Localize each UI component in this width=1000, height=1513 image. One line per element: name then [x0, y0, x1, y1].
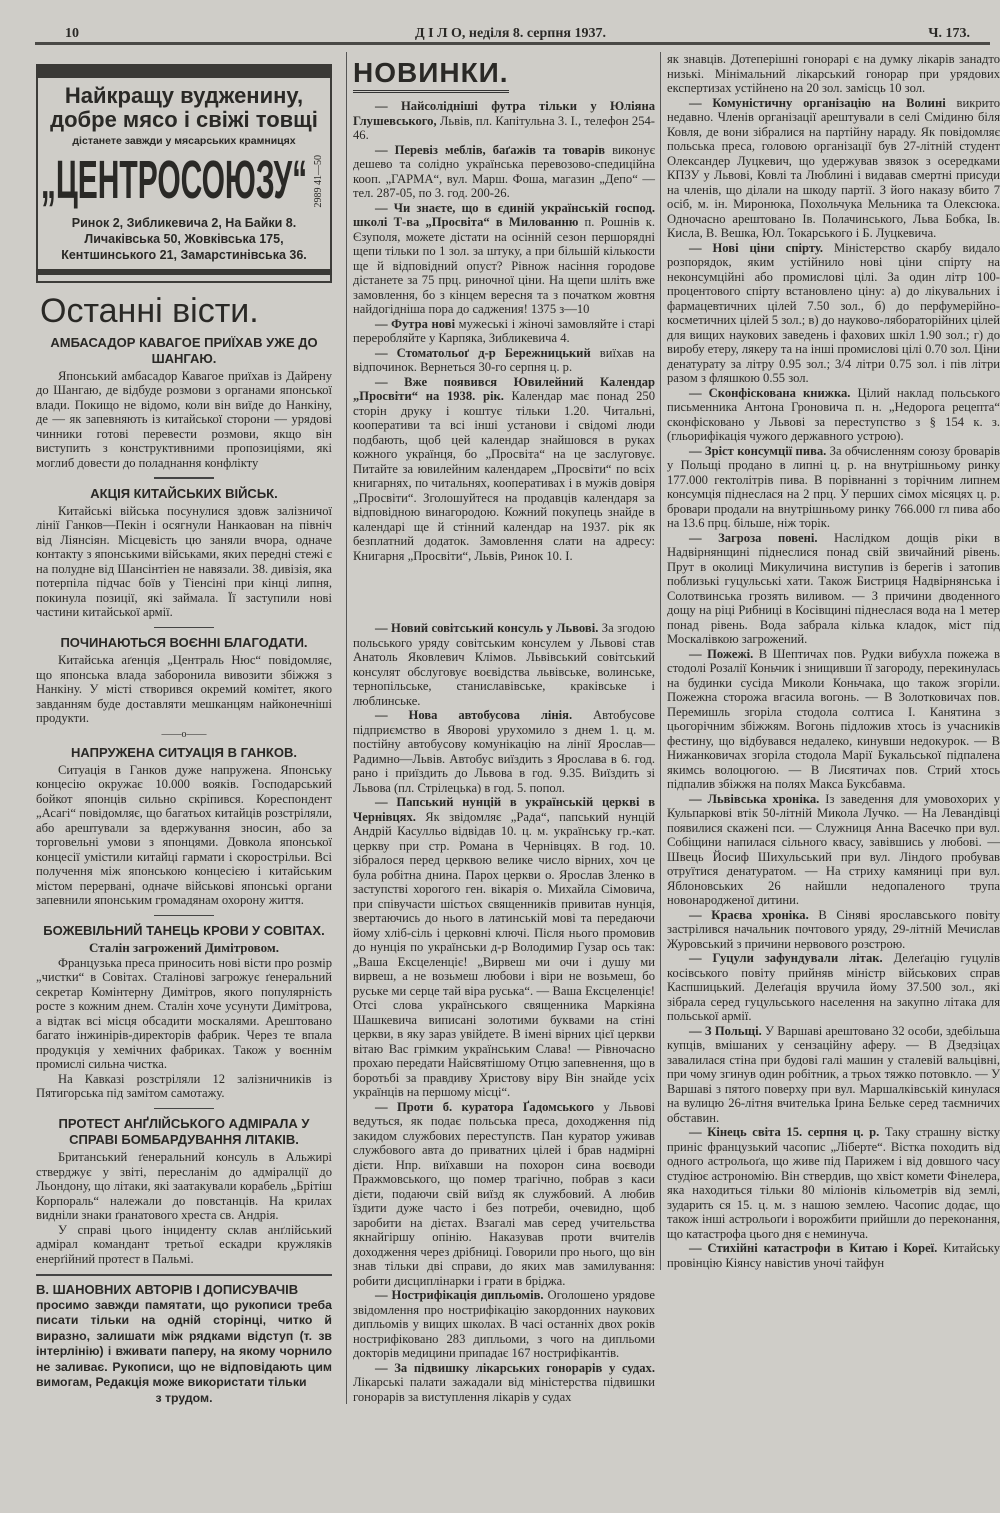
news-item [667, 647, 1000, 792]
news-item-text: викрито недавно. Членів організації арештували в селі Смідиню біля Ковля, де вони зібралися на партійну нараду. Як повідомляє польська преса, головою організації був 27-літній студент Олександер Луцкевич, що удержував звязок з осередками КПЗУ у Львові, Ковлі та Люблині і видавав смертні присуди на членів, що ділали на шкоду партії. З його наказу вбито 7 осіб, м. ін. Миронюка, Похольчука Мельника та Олексюка. Одночасно арештовано Ів. Полачинського, Льва Бобка, Ів. Кисла, В. Вешка, Юл. Токарського і Б. Луцкевича. [667, 95, 1000, 240]
ad-address-3: Кентшинського 21, Замарстинівська 36. [61, 247, 307, 262]
article-heading: ПРОТЕСТ АНҐЛІЙСЬКОГО АДМІРАЛА У СПРАВІ БОМБАРДУВАННЯ ЛІТАКІВ. [58, 1116, 310, 1147]
section-title-latest-news: Останні вісти. [40, 291, 259, 330]
news-item-text: Міністерство скарбу видало розпорядок, яким устійнило нові ціни спірту на неконсумційні або промислові цілі. За один літр 100-процентового спірту встановлено ціну: а) до лікувальних і фармацевтичних цілей 7.50 зол., б) до перфумерійно-косметичних цілей 5 зол.; в) до науково-лябораторійних цілей для вищих наукових заведень і фахових шкіл 1.90 зол.; г) до виробу етеру, лякеру та на інші промислові цілі 0.70 зол. Ціни денатурату за літру 0.95 зол.; 3/4 літри 0.75 зол. і пів літри разом з фляшкою 0.55 зол. [667, 240, 1000, 385]
news-item-lead: — Вже появився Ювилейний Календар „Просвіти“ на 1938. рік. [353, 374, 655, 403]
news-list [353, 99, 655, 1404]
news-item [667, 386, 1000, 444]
article-heading: АМБАСАДОР КАВАГОЕ ПРИЇХАВ УЖЕ ДО ШАНГАЮ. [50, 334, 318, 366]
news-item-lead: — З Польщі. [689, 1023, 762, 1038]
news-item-text: Таку страшну вістку приніс французький часопис „Ліберте“. Вістка походить від одного астрольоґа, що живе під Парижем і від довшого часу студіює астрономію. Він ствердив, що хвіст комети Фінелера, яка находиться тільки 80 міліонів кільометрів від землі, зударить ся 15. ц. м. з нашою землею. Часопис додає, що також інші астрольоґи і ворожбити прийшли до переконання, що катастрофа цього дня є неминуча. [667, 1125, 1000, 1241]
article-body: Британський ґенеральний консуль в Альжирі стверджує у звіті, пересланім до адміралції до Льондону, що літаки, які заатакували корабель „Брітіш Корпораль“ належали до повстанців. На крилах видніли знаки ґранатового хреста св. Андрія. [36, 1150, 332, 1222]
ad-headline-2: добре мясо і свіжі товщі [50, 107, 318, 132]
article-body: У справі цього інциденту склав анґлійський адмірал командант третьої ескадри кружляків енерґійний протест в Пальмі. [36, 1222, 332, 1266]
article-body: На Кавказі розстріляли 12 залізничників із Пятигорська під замітом самотажу. [36, 1071, 332, 1100]
news-item [353, 708, 655, 795]
article-heading: НАПРУЖЕНА СИТУАЦІЯ В ГАНКОВ. [71, 744, 297, 760]
column-2 [346, 52, 655, 1404]
news-item-text: Цілий наклад польського письменника Антона Гроновича п. н. „Недорога рецепта“ сконфісковано у Львові за переступство з § 154 к. з. (гльорифікація чужого державного устрою). [667, 385, 1000, 443]
separator-rule [36, 1274, 332, 1276]
news-item [667, 951, 1000, 1024]
news-item-lead: — Краєва хроніка. [689, 907, 809, 922]
news-item [353, 317, 655, 346]
blank-space [353, 563, 655, 621]
masthead-date: Д І Л О, неділя 8. серпня 1937. [415, 26, 606, 41]
notice-end: з трудом. [155, 1390, 213, 1405]
news-item-text: п. Рошнів к. Єзуполя, можете дістати на осінній сезон першорядні щепи тільки по 1 зол. за штуку, а при більшій кількости ще й відповідний опуст? Рівнож насіння городове дістанете за 75 прц. риночної ціни. На щепи шліть вже замовлення, бо з кінцем вересня та з початком жовтня найдогідніша пора до саджения! 1375 з—10 [353, 215, 655, 316]
news-item [353, 346, 655, 375]
news-item-lead: — Стоматольоґ д-р Бережницький [375, 345, 591, 360]
article-heading: ПОЧИНАЮТЬСЯ ВОЄННІ БЛАГОДАТИ. [60, 635, 308, 650]
news-list [667, 96, 1000, 1271]
news-item-text: Із заведення для умовохорих у Кульпаркові втік 50-літній Микола Лучко. — На Левандівці появилися скажені пси. — Служниця Анна Васечко при вул. Собіщини напилася сільного квасу, завівшись у любові. — Швець Йосиф Шихульський при вул. Ліндого пробував отруїтися денатуратом. — На стриху камяниці при вул. Яблоновських 26 найшли недопаленого трупа новонародженої дитини. [667, 791, 1000, 907]
ad-subline: дістанете завжди у мясарських крамницях [72, 135, 296, 147]
article-body: Японський амбасадор Кавагое приїхав із Дайрену до Шангаю, де відбуде розмови з органами японської влади. Покищо не відомо, коли він виїде до Нанкіну, де — як запевняють із китайської сторони — урядові чинники готові перевести розмови, якщо він виступить з конструктивними пропозиціями, які моглиб довести до поладнання конфлікту [36, 368, 332, 470]
news-item-lead: — Новий совітський консуль у Львові. [375, 621, 599, 635]
news-item-lead: — Нострифікація дипльомів. [375, 1288, 544, 1302]
news-item [353, 201, 655, 317]
advertisement-centrosoyuz [36, 64, 332, 283]
notice-body: просимо завжди памятати, що рукописи треба писати тільки на одній сторінці, читко й виразно, залишати між рядками відступ (т. зв інтерлінію) і вживати паперу, на якому чорнило не заливає. Рукописи, що не відповідають цим вимогам, Редакція може використати тільки [36, 1297, 332, 1389]
news-item-lead: — Стихійні катастрофи в Китаю і Кореї. [689, 1241, 938, 1255]
news-item [667, 1024, 1000, 1126]
header-rule [35, 42, 990, 45]
news-item-lead: — Пожежі. [689, 646, 754, 661]
news-item-text: мужеські і жіночі замовляйте і старі переробляйте у Карпяка, Зибликевича 4. [353, 316, 656, 345]
notice-to-authors [36, 1282, 332, 1406]
news-item-text: У Варшаві арештовано 32 особи, здебільша купців, вмішаних у сензаційну аферу. — В Дзедзіцах завалилася стіна при будові галі машин у сталевій вальцівні, при чому згинув один робітник, а трьох тяжко потовкло. — У Варшаві з пятого поверху при вул. Маршалківській кинулася на вулицю 26-літня вчителька Ірина Бельке серед таємничих обставин. [667, 1023, 1000, 1125]
news-item-text: Делеґацію гуцулів косівського повіту прийняв міністр військових справ Каспшицький. Делеґація вручила йому 37.500 зол., які зібрала серед гуцульського населення на закупно літака для польської армії. [667, 951, 1000, 1023]
news-item [667, 1241, 1000, 1270]
news-item-lead: — Перевіз меблів, баґажів та товарів [375, 142, 606, 157]
news-item [353, 1361, 655, 1405]
news-item-lead: — Гуцули зафундували літак. [689, 951, 883, 965]
news-item-lead: — Львівська хроніка. [689, 791, 820, 806]
news-item [667, 908, 1000, 952]
separator [154, 915, 214, 917]
news-item-text: виїхав на відпочинок. Вернеться 30-го серпня ц. р. [353, 345, 655, 374]
news-item [667, 241, 1000, 386]
news-item [667, 531, 1000, 647]
news-item-text: За згодою польського уряду совітським консулем у Львові став Анатоль Яковлевич Клімов. Львівський совітський консулят обслуговує воєвідства львівське, волинське, тернопільське, станиславівське, краківське і люблинське. [353, 621, 655, 708]
news-item [353, 375, 655, 564]
separator-ornament: ——о—— [161, 728, 207, 740]
news-item-lead: — Комуністичну організацію на Волині [689, 95, 946, 110]
ad-bottom-bar [36, 269, 332, 275]
news-item [353, 621, 655, 708]
news-item-text: Наслідком дощів ріки в Надвірнянщині піднеслися понад свій звичайний рівень. Прут в околиці Микуличина виступив із берегів і затопив поблизькі гуцульські хати. Також Бистриця Надвірнянська і Солотвинська грозять виливом. — З причини дводенного дощу на ріці Рибниці в Косівщині піднеслася вода на 1 метер понад рівень. Вода забрала кілька кладок, міст під Москалівкою загрожений. [667, 530, 1000, 646]
news-item-text: Оголошено урядове звідомлення про нострифікацію закордонних наукових дипльомів у вищих школах. В часі останніх двох років нострифіковано 283 дипльоми, з чого на дипльоми докторів медицини припадає 167 нострифікантів. [353, 1288, 655, 1360]
column-1 [36, 52, 332, 1406]
news-item [353, 1288, 655, 1361]
ad-address-1: Ринок 2, Зибликевича 2, На Байки 8. [71, 215, 297, 230]
news-item-lead: — Проти б. куратора Ґадомського [375, 1099, 595, 1114]
news-item-text: Календар має понад 250 сторін друку і коштує тільки 1.20. Читальні, кооперативи та всі інші установи і свідомі люди подбають, щоб цей календар знайшовся в руках кожного українця, бо „Просвіта“ на це заслуговує. Питайте за ювилейним календарем „Просвіти“ по всіх книгарнях, по читальнях, кооперативах і в мужів довіря „Просвіти“. Зголошуйтеся на продавців календаря за відповідною винагородою. Кожний покупець знайде в календарі ще й стінний календар на 1937. рік як безплатний додаток. Замовлення слати на адресу: Книгарня „Просвіти“, Львів, Ринок 10. І. [353, 389, 655, 563]
news-item [353, 143, 655, 201]
article-body: Китайська аґенція „Централь Нюс“ повідомляє, що японська влада заборонила вивозити збіжжя з Нанкіну. У місті створився окремий комітет, якого завданням буде доставляти мешканцям найконечніші продукти. [36, 653, 332, 725]
news-item-lead: — Нові ціни спірту. [689, 240, 824, 255]
separator [154, 477, 214, 479]
separator [154, 1108, 214, 1110]
news-item [353, 1100, 655, 1289]
article-body: Ситуація в Ганков дуже напружена. Японську концесію окружає 10.000 вояків. Господарський бойкот японців сильно скріпився. Кореспондент „Асагі“ повідомляє, що багатьох китайців розстріляли, або арештували за вдержування зносин, або за торговельні умови з японцями. Довкола японської концесії умістили китайці гармати і скорострільи. Всі получення між японською концесією і китайським містом перервані, одначе військові японські органи запевнили японським громадянам охорону життя. [36, 762, 332, 907]
news-item-lead: — Чи знаєте, що в єдиній українській господ. школі Т-ва „Просвіта“ в Милованню [353, 200, 655, 229]
news-item-text: В Шептичах пов. Рудки вибухла пожежа в стодолі Розалії Коньчик і знищивши її загороду, перекинулась на будинки сусіда Миколи Коньчака, що також згоріли. Пожежна сторожа вгасила вогонь. — В Золотковичах пов. Перемишль згоріла стодола солтиса І. Канятина з цьогорічним збіжжям. Вогонь підложив хтось із учасників фестину, що відбувався недалеко, кинувши недокурок. — В Нижанковичах згоріла стодола Марії Букальської підпалена якимсь волоцюгою. — В Лисятичах пов. Стрий хтось підпалив збіжжя на полях Макса Буксбавма. [667, 646, 1000, 791]
continued-text: як знавців. Дотеперішні гонорарі є на думку лікарів занадто низькі. Мінімальний лікарський гонорар при урядових експертизах устійнено на 20 зол. замісць 10 зол. [667, 52, 1000, 95]
news-item-text: у Львові ведуться, як подає польська преса, доходження під закидом службових переступств. Пан куратор уживав службового авта до приватних цілей і брав надмірні дієти. Нпр. виїхавши на похорон сина воєводи Пражмовського, що помер трагічно, побрав з каси дієти, подаючи свій виїзд як службовий. А любив їздити дуже часто і без потреби, очевидно, щоб заробити на дієтах. Взагалі мав серед учительства якнайгіршу опінію. Наказував проти вчителів доходження через дрібниці. Говорили про нього, що він знав тільки дві справи, до яких мав замилування: робити дисциплінарки і грати в бріджа. [353, 1099, 655, 1288]
ad-top-bar [36, 64, 332, 78]
ad-brand-row [42, 151, 326, 213]
news-item-lead: — Кінець світа 15. серпня ц. р. [689, 1125, 880, 1139]
ad-code: 2989 41—50 [313, 155, 325, 208]
column-3 [660, 52, 1000, 1270]
page-header [35, 22, 995, 44]
news-item-lead: — Футра нові [375, 316, 456, 331]
news-item [353, 795, 655, 1100]
news-item-lead: — Найсолідніші футра тільки у Юліяна Глушевського, [353, 99, 655, 128]
news-item-text: Китайську провінцію Кіянсу навістив уночі тайфун [667, 1241, 1000, 1270]
news-item-text: За обчисленням союзу броварів у Польщі продано в липні ц. р. на внутрішньому ринку 177.000 гектолітрів пива. В порівнанні з торічним липнем консумція піднеслася на 2 прц. У перших сімох місяцях ц. р. бровари продали на внутрішньому ринку 766.000 гл пива або на 13.6 прц. більше, ніж торік. [667, 443, 1000, 530]
news-item-text: В Сіняві ярославського повіту застрілився начальник почтового уряду, 29-літній Мечислав Журовський з причини нервового розстрою. [667, 907, 1000, 951]
article-body: Китайські війська посунулися здовж залізничої лінії Ганков—Пекін і осягнули Нанкаован на північ від Ліянсіян. Місцевість цю заняли вчора, одначе контакту з японськими військами, яких передні стежі є на полудне від Шансінтіен не навязали. 38. дивізія, яка потерпіла підчас боїв у Тіенсіні при кінці липня, покинула позиції, які займала. Її заступили нові частини китайської армії. [36, 503, 332, 619]
page-number: 10 [65, 26, 79, 41]
news-item-lead: — Зріст консумції пива. [689, 443, 827, 458]
news-item-lead: — Нова автобусова лінія. [375, 708, 573, 722]
news-item [667, 792, 1000, 908]
news-item-text: Автобусове підприємство в Яворові урухомило з днем 1. ц. м. постійну автобусову комунікацію на лінії Ярослав—Радимно—Львів. Автобус виїздить з Ярослава в 6. год. рано і приїздить до Львова в год. 9.35. Виїздить зі Львова (пл. Стрілецька) в год. 5. попол. [353, 708, 655, 795]
news-item-text: Як звідомляє „Рада“, папський нунцій Андрій Касулльо відвідав 10. ц. м. українську гр.-кат. церкву при стр. Романа в Чернівцях. В год. 10. зібралося перед церквою велике число вірних, хоч це була робітна днина. Парох церкви о. Ярослав Зленко в заступстві хорогого ген. вікарія о. Михайла Сімовича, при співучасти шістьох священників привитав нунція, звертаючись до нього в латинській мові та передаючи йому хліб-сіль і церковні ключі. Після нього промовив до нунція по українськи д-р Володимир Гузар ось так: „Ваша Ексцеленціє! „Вирвеш ми очи і душу ми вирвеш, а не возьмеш любови і віри не возьмеш, бо руське ми серце тай віра руська“. — Ваша Ексцеленціє! Отсі слова українського священника Маркіяна Шашкевича виписані золотими буквами на стіні церкви, в яку зараз увійдете. В імені вірних цієї церкви вітаю Вас грімким українським Слава! — Рівночасно прохаю передати Найсвятішому Отцю запевнення, що в боротьбі за правдиву Христову віру Він знайде усіх українців на першому місці“. [353, 809, 655, 1099]
news-item-text: Львів, пл. Капітульна 3. І., телефон 254-46. [353, 113, 655, 142]
news-item-text: виконує дешево та солідно українська перевозово-спедиційна кооп. „ГАРМА“, вул. Марш. Фоша, магазин „Депо“ — тел. 287-05, по 3. год. 200-26. [353, 142, 655, 200]
notice-heading: В. ШАНОВНИХ АВТОРІВ І ДОПИСУВАЧІВ [36, 1282, 299, 1297]
news-item [353, 99, 655, 143]
article-heading: АКЦІЯ КИТАЙСЬКИХ ВІЙСЬК. [90, 485, 278, 501]
news-item [667, 96, 1000, 241]
article-heading: БОЖЕВІЛЬНИЙ ТАНЕЦЬ КРОВИ У СОВІТАХ. [43, 923, 325, 938]
issue-number: Ч. 173. [928, 26, 970, 41]
news-item [667, 444, 1000, 531]
news-item-text: Лікарські палати зажадали від міністерства підвишки гонорарів за виступлення лікарів у судах [353, 1375, 655, 1404]
ad-address-2: Личаківська 50, Жовківська 175, [84, 231, 284, 246]
news-item-lead: — За підвишку лікарських гонорарів у судах. [375, 1360, 655, 1375]
news-item-lead: — Папський нунцій в українській церкві в Чернівцях. [353, 795, 655, 824]
article-body: Французька преса приносить нові вісти про розмір „чистки“ в Совітах. Сталінові загрожує ґенеральний секретар Комінтерну Димітров, якого популярність росте з кожним днем. Сталін хоче усунути Димітрова, а відтак всі місця обсадити москалями. Арештовано багато інжинірів-директорів фабрик. Через те впала продукція у хемічних фабриках. Також у воєннім промислі сильна чистка. [36, 955, 332, 1071]
news-item [667, 1125, 1000, 1241]
news-item-lead: — Сконфіскована книжка. [689, 385, 851, 400]
article-subheading: Сталін загрожений Димітровом. [89, 940, 279, 955]
section-title-news: НОВИНКИ. [353, 56, 509, 93]
ad-headline-1: Найкращу вудженину, [64, 83, 304, 108]
news-item-lead: — Загроза повені. [689, 530, 818, 545]
separator [154, 627, 214, 629]
ad-brand: „ЦЕНТРОСОЮЗУ“ [40, 150, 308, 211]
